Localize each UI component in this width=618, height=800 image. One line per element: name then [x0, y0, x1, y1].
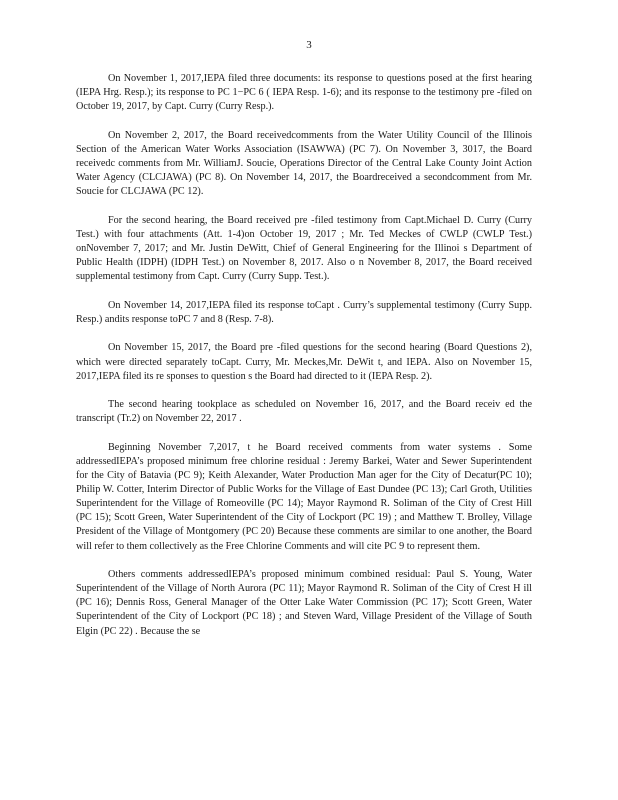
paragraph-isawwa-comments: On November 2, 2017, the Board receivedcomments from the Water Utility Council of the Illinois Section of the American Water Works Association (ISAWWA) (PC 7). On November 3, 3017, the Board receivedc comments from Mr. WilliamJ. Soucie, Operations Director of the Central Lake County Joint Action Water Agency (CLCJAWA) (PC 8). On November 14, 2017, the Boardreceived a secondcomment from Mr. Soucie for CLCJAWA (PC 12). — [76, 129, 532, 198]
paragraph-iepa-response-curry: On November 14, 2017,IEPA filed its response toCapt . Curry’s supplemental testimony (Curry Supp. Resp.) andits response toPC 7 and 8 (Resp. 7-8). — [76, 299, 532, 325]
paragraph-free-chlorine-comments: Beginning November 7,2017, t he Board received comments from water systems . Some addressedIEPA’s proposed minimum free chlorine residual : Jeremy Barkei, Water and Sewer Superintendent for the City of Batavia (PC 9); Keith Alexander, Water Production Man ager for the City of Decatur(PC 10); Philip W. Cotter, Interim Director of Public Works for the Village of East Dundee (PC 13); Carl Groth, Utilities Superintendent for the Village of Romeoville (PC 14); Mayor Raymond R. Soliman of the City of Crest Hill (PC 15); Scott Green, Water Superintendent of the City of Lockport (PC 19) ; and Matthew T. Brolley, Village President of the Village of Montgomery (PC 20) Because these comments are similar to one another, the Board will refer to them collectively as the Free Chlorine Comments and will cite PC 9 to represent them. — [76, 441, 532, 552]
paragraph-iepa-documents: On November 1, 2017,IEPA filed three documents: its response to questions posed at the first hearing (IEPA Hrg. Resp.); its response to PC 1−PC 6 ( IEPA Resp. 1-6); and its response to the testimony pre -filed on October 19, 2017, by Capt. Curry (Curry Resp.). — [76, 73, 532, 113]
document-body — [76, 72, 532, 653]
paragraph-second-hearing-transcript: The second hearing tookplace as scheduled on November 16, 2017, and the Board receiv ed the transcript (Tr.2) on November 22, 2017 . — [76, 399, 532, 425]
paragraph-combined-residual-comments: Others comments addressedIEPA’s proposed minimum combined residual: Paul S. Young, Water Superintendent of the Village of North Aurora (PC 11); Mayor Raymond R. Soliman of the City of Crest H ill (PC 16); Dennis Ross, General Manager of the Otter Lake Water Commission (PC 17); Scott Green, Water Superintendent of the City of Lockport (PC 18) ; and Steven Ward, Village President of the Village of South Elgin (PC 22) . Because the se — [76, 569, 532, 637]
page-number: 3 — [306, 39, 312, 51]
paragraph-board-questions-2: On November 15, 2017, the Board pre -filed questions for the second hearing (Board Questions 2), which were directed separately toCapt. Curry, Mr. Meckes,Mr. DeWit t, and IEPA. Also on November 15, 2017,IEPA filed its re sponses to question s the Board had directed to it (IEPA Resp. 2). — [76, 342, 532, 382]
paragraph-second-hearing-testimony: For the second hearing, the Board received pre -filed testimony from Capt.Michael D. Curry (Curry Test.) with four attachments (Att. 1-4)on October 19, 2017 ; Mr. Ted Meckes of CWLP (CWLP Test.) onNovember 7, 2017; and Mr. Justin DeWitt, Chief of General Engineering for the Illinoi s Department of Public Health (IDPH) (IDPH Test.) on November 8, 2017. Also o n November 8, 2017, the Board received supplemental testimony from Capt. Curry (Curry Supp. Test.). — [76, 214, 532, 283]
